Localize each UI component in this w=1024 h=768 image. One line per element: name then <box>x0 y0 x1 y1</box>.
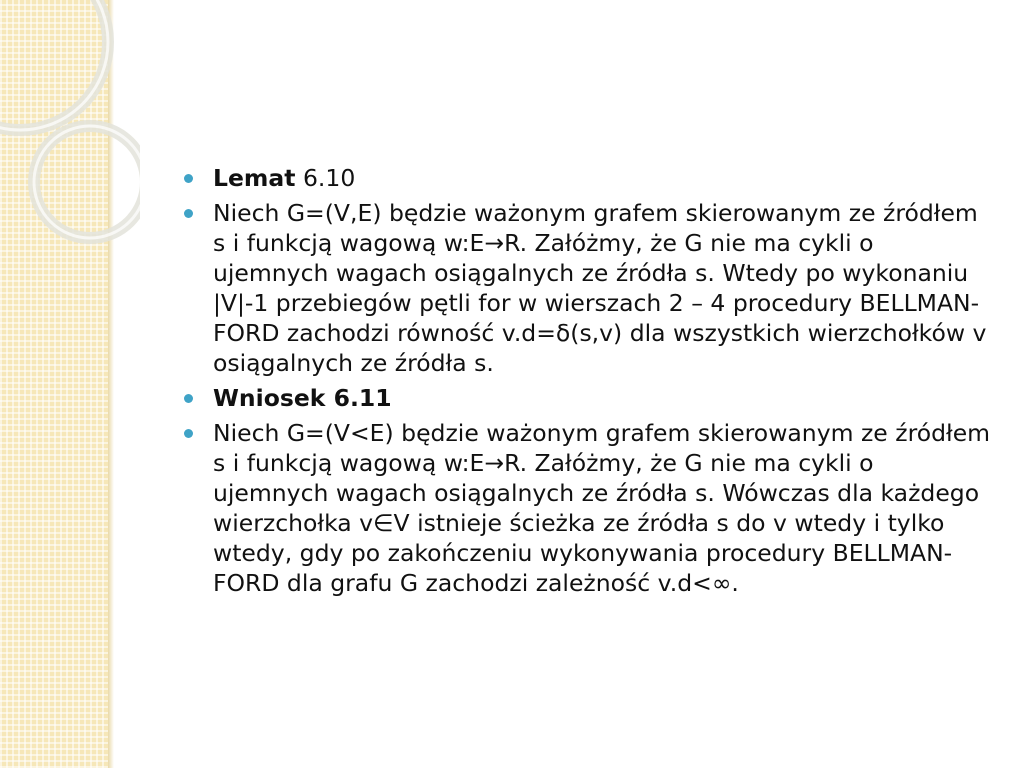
bullet-list <box>184 163 994 598</box>
corollary-label: Wniosek 6.11 <box>213 384 392 412</box>
lemma-label: Lemat <box>213 164 296 192</box>
corollary-text: Niech G=(V<E) będzie ważonym grafem skierowanym ze źródłem s i funkcją wagową w:E→R. Załóżmy, że G nie ma cykli o ujemnych wagach osiągalnych ze źródła s. Wówczas dla każdego wierzchołka v∈V istnieje ścieżka ze źródła s do v wtedy i tylko wtedy, gdy po zakończeniu wykonywania procedury BELLMAN-FORD dla grafu G zachodzi zależność v.d<∞. <box>213 419 991 597</box>
bullet-icon <box>184 174 193 183</box>
decorative-rings <box>0 0 140 300</box>
bullet-item-lemma-title <box>184 163 994 193</box>
bullet-icon <box>184 209 193 218</box>
bullet-icon <box>184 429 193 438</box>
bullet-item-corollary-text <box>184 418 994 598</box>
lemma-number: 6.10 <box>295 164 356 192</box>
bullet-icon <box>184 394 193 403</box>
lemma-text: Niech G=(V,E) będzie ważonym grafem skierowanym ze źródłem s i funkcją wagową w:E→R. Załóżmy, że G nie ma cykli o ujemnych wagach osiągalnych ze źródła s. Wtedy po wykonaniu |V|-1 przebiegów pętli for w wierszach 2 – 4 procedury BELLMAN-FORD zachodzi równość v.d=δ(s,v) dla wszystkich wierzchołków v osiągalnych ze źródła s. <box>213 199 987 377</box>
decorative-ring-top <box>0 0 108 130</box>
bullet-item-corollary-title <box>184 383 994 413</box>
slide-content <box>184 163 994 603</box>
bullet-item-lemma-text <box>184 198 994 378</box>
